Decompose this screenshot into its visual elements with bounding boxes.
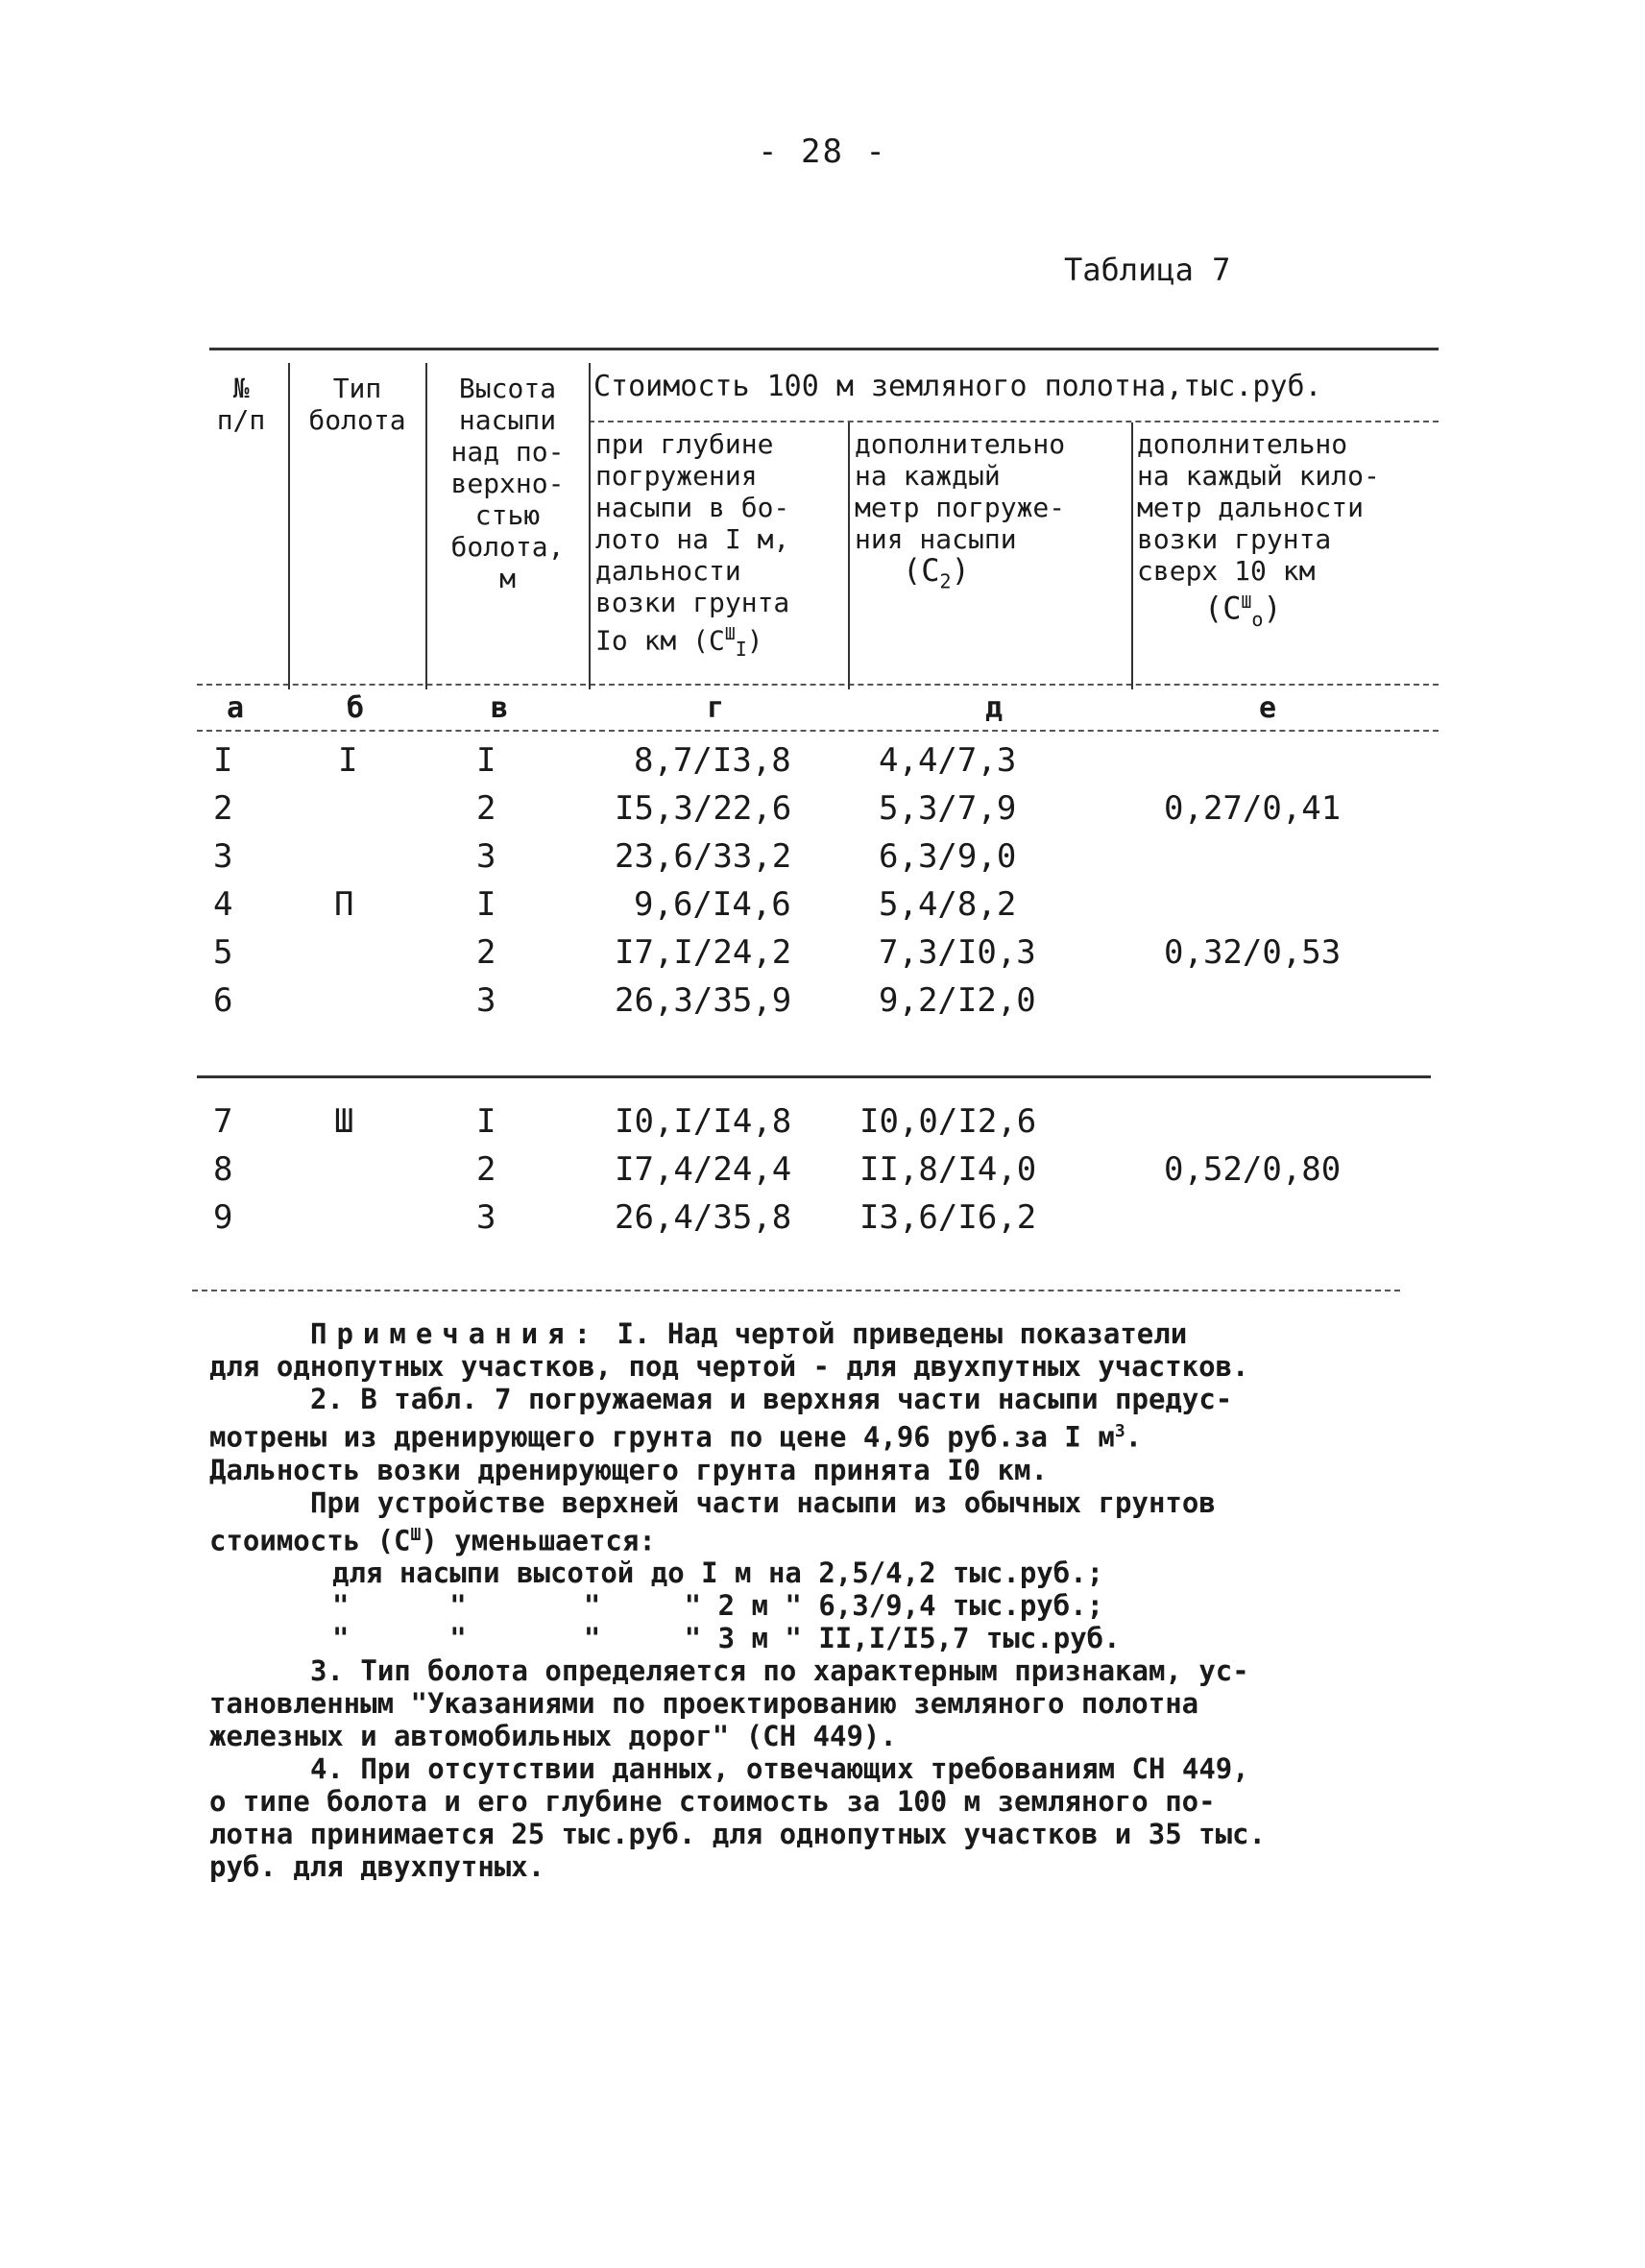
col-letter-v: в: [490, 691, 509, 725]
table-top-rule: [209, 348, 1439, 350]
cost-subheader-rule: [589, 421, 1439, 422]
header-type: Тип болота: [308, 373, 406, 436]
col-divider-3: [589, 363, 591, 689]
notes-label: Примечания:: [310, 1317, 601, 1350]
header-depth: при глубине погружения насыпи в бо- лото на I м, дальности возки грунта Io км $(C^Ш_I)$: [595, 428, 790, 661]
col-letter-g: г: [706, 691, 725, 725]
header-extra-meter: дополнительно на каждый метр погруже- ния насыпи $(C_2)$: [855, 428, 1066, 593]
group-divider-rule: [197, 1075, 1431, 1078]
col-letter-b: б: [346, 691, 365, 725]
page-number: - 28 -: [758, 133, 887, 171]
table-label: Таблица 7: [1064, 252, 1231, 288]
col-divider-5: [1131, 422, 1133, 689]
letters-bottom-rule: [197, 730, 1439, 732]
col-divider-1: [288, 363, 290, 689]
col-letter-e: е: [1258, 691, 1277, 725]
col-letter-a: а: [226, 691, 245, 725]
col-divider-2: [425, 363, 427, 689]
header-extra-km: дополнительно на каждый кило- метр дальности возки грунта сверх 10 км $(C^Ш_о)$: [1137, 428, 1380, 632]
header-cost-title: Стоимость 100 м земляного полотна,тыс.руб.: [593, 370, 1322, 403]
header-num: № п/п: [216, 373, 266, 436]
col-divider-4: [848, 422, 850, 689]
col-letter-d: д: [984, 691, 1004, 725]
header-height: Высота насыпи над по- верхно- стью болота, м: [450, 373, 565, 594]
notes-block: Примечания: I. Над чертой приведены показатели для однопутных участков, под чертой - для двухпутных участков. 2. В табл. 7 погружаемая и верхняя части насыпи предус- мотрены из дренирующего грунта по цене 4,96 руб.за I $м^3$. Дальность возки дренирующего грунта принята I0 км. При устройстве верхней части насыпи из обычных грунтов стоимость $(C^Ш)$ уменьшается: для насыпи высотой до I м на 2,5/4,2 тыс.руб.; " " " " 2 м " 6,3/9,4 тыс.руб.; " " " " 3 м " II,I/I5,7 тыс.руб. 3. Тип болота определяется по характерным признакам, ус- тановленным "Указаниями по проектированию земляного полотна железных и автомобильных дорог" (СН 449). 4. При отсутствии данных, отвечающих требованиям СН 449, о типе болота и его глубине стоимость за 100 м земляного по- лотна принимается 25 тыс.руб. для однопутных участков и 35 тыс. руб. для двухпутных.: [209, 1317, 1266, 1884]
table-bottom-rule: [192, 1290, 1400, 1291]
header-bottom-rule: [197, 684, 1439, 686]
